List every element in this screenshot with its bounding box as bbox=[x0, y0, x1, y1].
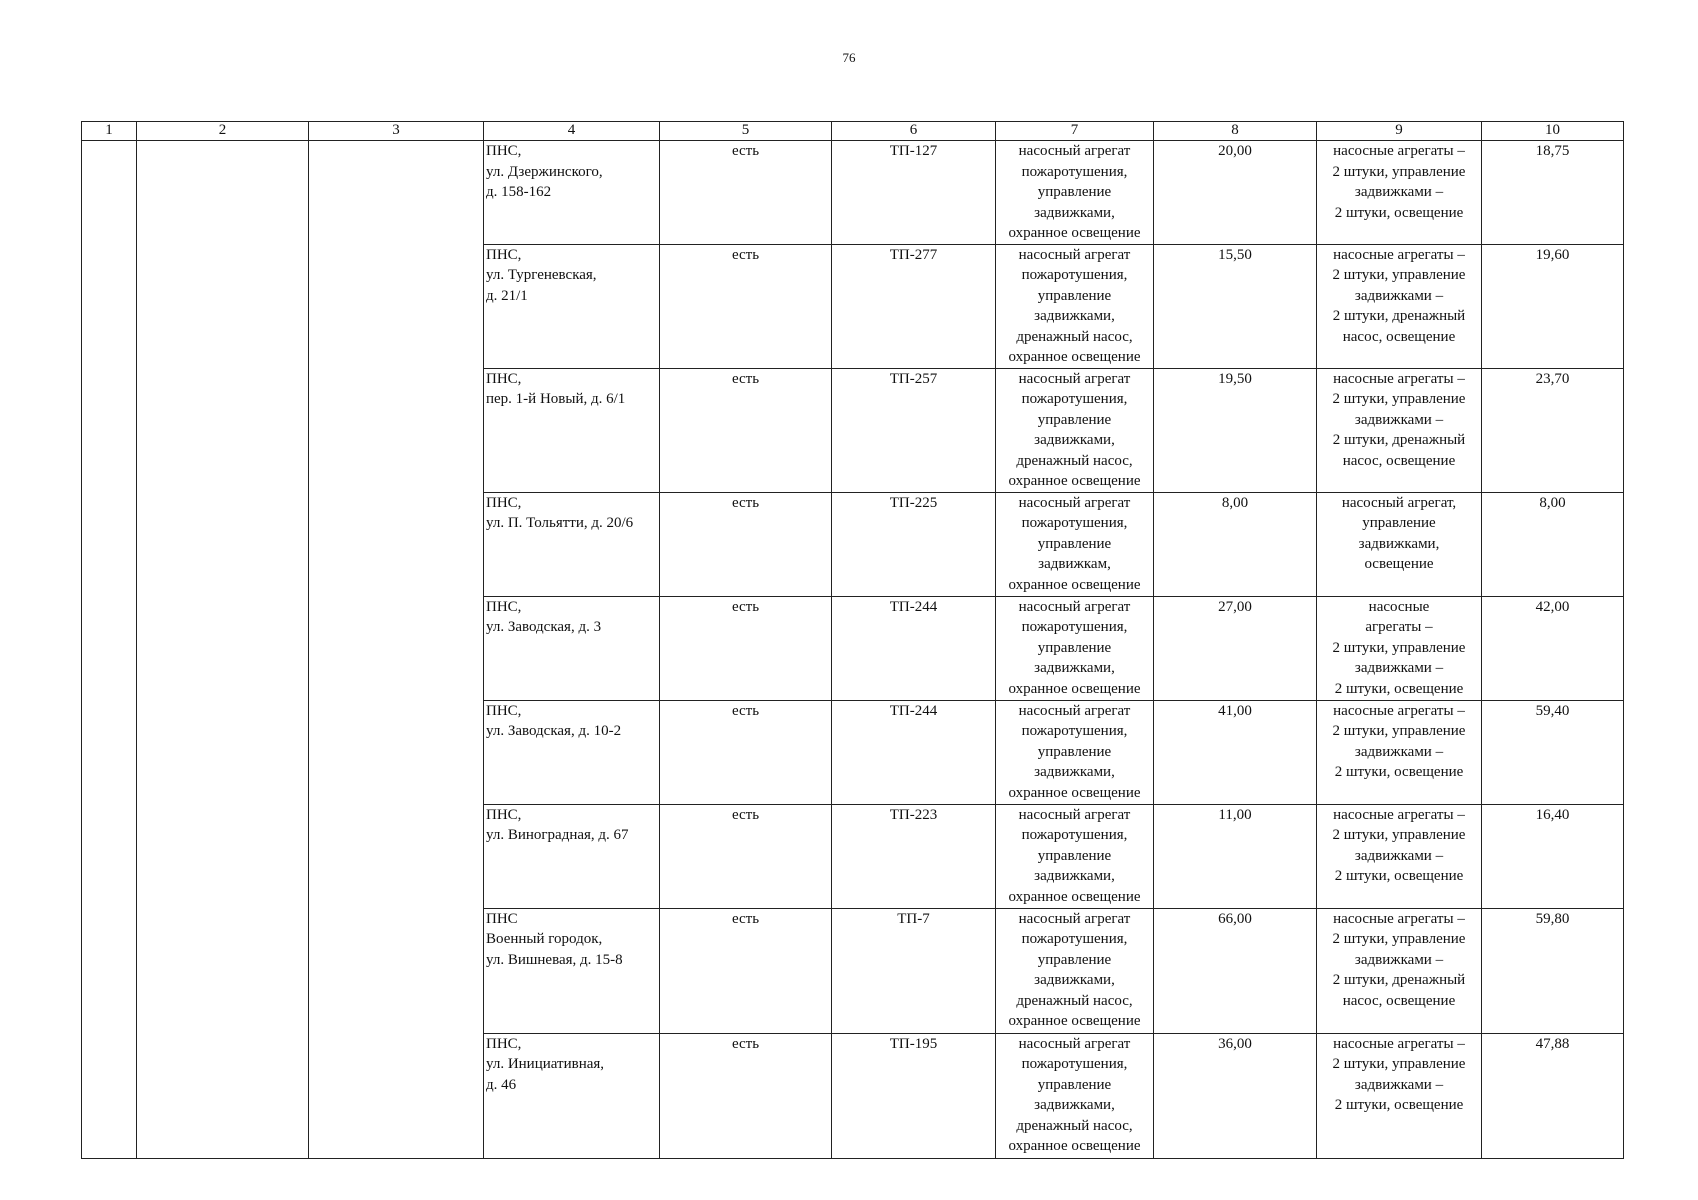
table-row bbox=[82, 141, 1624, 245]
equipment-cell bbox=[996, 908, 1154, 1033]
col-3-cell bbox=[309, 141, 484, 1159]
substation-cell: ТП-257 bbox=[832, 368, 996, 492]
power-b-cell: 19,60 bbox=[1482, 244, 1624, 368]
equipment-b-cell-line: насосные агрегаты – bbox=[1333, 370, 1465, 387]
equipment-cell-line: насосный агрегат bbox=[1018, 370, 1131, 387]
power-a-cell: 8,00 bbox=[1154, 492, 1317, 596]
equipment-cell bbox=[996, 700, 1154, 804]
equipment-b-cell-line: задвижками – bbox=[1354, 287, 1444, 304]
equipment-cell-line: охранное освещение bbox=[1008, 225, 1141, 241]
location-cell-line: ПНС, bbox=[486, 370, 522, 387]
equipment-cell-line: дренажный насос, bbox=[1016, 1117, 1133, 1134]
substation-cell: ТП-225 bbox=[832, 492, 996, 596]
location-cell bbox=[484, 492, 660, 596]
location-cell bbox=[484, 1033, 660, 1158]
location-cell-line: ул. Заводская, д. 10-2 bbox=[486, 723, 622, 739]
substation-cell: ТП-244 bbox=[832, 700, 996, 804]
equipment-cell-line: задвижками, bbox=[1034, 1097, 1115, 1113]
power-a-cell: 27,00 bbox=[1154, 596, 1317, 700]
equipment-b-cell-line: задвижками – bbox=[1354, 1076, 1444, 1093]
equipment-b-cell-line: 2 штуки, управление bbox=[1332, 163, 1466, 180]
equipment-cell-line: управление bbox=[1037, 411, 1112, 428]
equipment-cell-line: управление bbox=[1037, 847, 1112, 864]
equipment-b-cell-line: насосный агрегат, bbox=[1341, 494, 1457, 511]
equipment-cell-line: управление bbox=[1037, 1076, 1112, 1093]
availability-cell: есть bbox=[660, 700, 832, 804]
equipment-cell-line: задвижками, bbox=[1034, 204, 1115, 221]
equipment-cell-line: управление bbox=[1037, 184, 1112, 200]
equipment-b-cell-line: насосные агрегаты – bbox=[1333, 806, 1465, 823]
equipment-b-cell-line: задвижками – bbox=[1354, 411, 1444, 428]
location-cell-line: ПНС bbox=[486, 910, 518, 927]
equipment-b-cell-line: 2 штуки, управление bbox=[1332, 267, 1466, 283]
equipment-cell-line: управление bbox=[1037, 639, 1112, 656]
location-cell-line: ПНС, bbox=[486, 143, 522, 159]
power-b-cell: 47,88 bbox=[1482, 1033, 1624, 1158]
col-header-8: 8 bbox=[1154, 122, 1317, 141]
equipment-b-cell-line: насосные bbox=[1368, 598, 1430, 615]
equipment-b-cell-line: 2 штуки, управление bbox=[1332, 391, 1466, 407]
power-a-cell: 36,00 bbox=[1154, 1033, 1317, 1158]
availability-cell: есть bbox=[660, 596, 832, 700]
equipment-cell-line: пожаротушения, bbox=[1021, 515, 1128, 531]
substation-cell: ТП-223 bbox=[832, 804, 996, 908]
location-cell-line: ул. Дзержинского, bbox=[486, 163, 603, 180]
location-cell-line: ул. Заводская, д. 3 bbox=[486, 619, 602, 635]
equipment-cell-line: задвижками, bbox=[1034, 764, 1115, 780]
equipment-cell-line: насосный агрегат bbox=[1018, 806, 1131, 823]
location-cell bbox=[484, 368, 660, 492]
col-1-cell bbox=[82, 141, 137, 1159]
equipment-b-cell bbox=[1317, 804, 1482, 908]
col-header-6: 6 bbox=[832, 122, 996, 141]
equipment-cell-line: охранное освещение bbox=[1008, 888, 1141, 905]
equipment-cell-line: насосный агрегат bbox=[1018, 246, 1131, 263]
power-a-cell: 19,50 bbox=[1154, 368, 1317, 492]
location-cell bbox=[484, 700, 660, 804]
equipment-cell bbox=[996, 596, 1154, 700]
substation-cell: ТП-127 bbox=[832, 141, 996, 245]
equipment-cell-line: задвижкам, bbox=[1038, 556, 1111, 572]
availability-cell: есть bbox=[660, 804, 832, 908]
power-b-cell: 42,00 bbox=[1482, 596, 1624, 700]
location-cell-line: ПНС, bbox=[486, 702, 522, 719]
location-cell bbox=[484, 141, 660, 245]
equipment-cell-line: управление bbox=[1037, 951, 1112, 968]
substation-cell: ТП-7 bbox=[832, 908, 996, 1033]
equipment-cell-line: пожаротушения, bbox=[1021, 163, 1128, 180]
power-b-cell: 59,80 bbox=[1482, 908, 1624, 1033]
power-a-cell: 11,00 bbox=[1154, 804, 1317, 908]
equipment-b-cell bbox=[1317, 141, 1482, 245]
equipment-cell-line: пожаротушения, bbox=[1021, 723, 1128, 739]
power-b-cell: 18,75 bbox=[1482, 141, 1624, 245]
location-cell-line: ПНС, bbox=[486, 246, 522, 263]
equipment-b-cell-line: агрегаты – bbox=[1365, 619, 1433, 635]
equipment-cell-line: управление bbox=[1037, 535, 1112, 552]
availability-cell: есть bbox=[660, 141, 832, 245]
power-b-cell: 8,00 bbox=[1482, 492, 1624, 596]
equipment-b-cell-line: насос, освещение bbox=[1342, 328, 1456, 345]
col-header-9: 9 bbox=[1317, 122, 1482, 141]
equipment-cell-line: дренажный насос, bbox=[1016, 328, 1133, 345]
availability-cell: есть bbox=[660, 244, 832, 368]
equipment-cell bbox=[996, 244, 1154, 368]
equipment-cell-line: пожаротушения, bbox=[1021, 267, 1128, 283]
location-cell-line: ПНС, bbox=[486, 494, 522, 511]
equipment-cell-line: управление bbox=[1037, 743, 1112, 760]
equipment-b-cell-line: задвижками – bbox=[1354, 184, 1444, 200]
col-header-2: 2 bbox=[137, 122, 309, 141]
location-cell-line: ул. Виноградная, д. 67 bbox=[486, 827, 629, 843]
equipment-cell bbox=[996, 492, 1154, 596]
availability-cell: есть bbox=[660, 1033, 832, 1158]
substation-cell: ТП-244 bbox=[832, 596, 996, 700]
equipment-b-cell-line: насосные агрегаты – bbox=[1333, 143, 1465, 159]
equipment-b-cell-line: 2 штуки, управление bbox=[1332, 639, 1466, 656]
equipment-b-cell-line: 2 штуки, управление bbox=[1332, 931, 1466, 947]
equipment-cell-line: пожаротушения, bbox=[1021, 619, 1128, 635]
data-table bbox=[81, 121, 1624, 1159]
equipment-b-cell-line: 2 штуки, освещение bbox=[1334, 680, 1464, 697]
equipment-b-cell-line: 2 штуки, освещение bbox=[1334, 868, 1464, 884]
power-a-cell: 15,50 bbox=[1154, 244, 1317, 368]
equipment-cell bbox=[996, 804, 1154, 908]
col-header-1: 1 bbox=[82, 122, 137, 141]
col-header-4: 4 bbox=[484, 122, 660, 141]
equipment-b-cell-line: 2 штуки, освещение bbox=[1334, 764, 1464, 780]
equipment-b-cell-line: задвижками – bbox=[1354, 951, 1444, 968]
equipment-b-cell-line: 2 штуки, дренажный bbox=[1332, 432, 1466, 448]
equipment-cell-line: задвижками, bbox=[1034, 868, 1115, 884]
equipment-cell-line: насосный агрегат bbox=[1018, 702, 1131, 719]
equipment-cell-line: управление bbox=[1037, 287, 1112, 304]
equipment-cell bbox=[996, 141, 1154, 245]
location-cell-line: д. 158-162 bbox=[486, 184, 552, 200]
equipment-b-cell bbox=[1317, 596, 1482, 700]
equipment-b-cell bbox=[1317, 368, 1482, 492]
equipment-b-cell-line: насосные агрегаты – bbox=[1333, 910, 1465, 927]
substation-cell: ТП-277 bbox=[832, 244, 996, 368]
availability-cell: есть bbox=[660, 908, 832, 1033]
equipment-b-cell-line: управление bbox=[1362, 515, 1436, 531]
equipment-cell-line: охранное освещение bbox=[1008, 1013, 1141, 1029]
equipment-b-cell-line: 2 штуки, дренажный bbox=[1332, 972, 1466, 988]
location-cell-line: Военный городок, bbox=[486, 931, 603, 947]
equipment-cell-line: насосный агрегат bbox=[1018, 598, 1131, 615]
equipment-cell-line: задвижками, bbox=[1034, 972, 1115, 988]
equipment-cell-line: охранное освещение bbox=[1008, 1138, 1141, 1154]
location-cell-line: ПНС, bbox=[486, 806, 522, 823]
location-cell-line: ул. П. Тольятти, д. 20/6 bbox=[486, 515, 634, 531]
col-header-7: 7 bbox=[996, 122, 1154, 141]
location-cell bbox=[484, 804, 660, 908]
availability-cell: есть bbox=[660, 368, 832, 492]
equipment-cell-line: охранное освещение bbox=[1008, 576, 1141, 593]
equipment-b-cell-line: насосные агрегаты – bbox=[1333, 1035, 1465, 1052]
location-cell-line: ул. Тургеневская, bbox=[486, 267, 597, 283]
equipment-cell-line: пожаротушения, bbox=[1021, 1056, 1128, 1072]
substation-cell: ТП-195 bbox=[832, 1033, 996, 1158]
equipment-b-cell-line: освещение bbox=[1364, 556, 1434, 572]
header-row bbox=[82, 122, 1624, 141]
equipment-b-cell-line: 2 штуки, освещение bbox=[1334, 1097, 1464, 1113]
location-cell-line: ул. Инициативная, bbox=[486, 1056, 605, 1072]
equipment-b-cell bbox=[1317, 492, 1482, 596]
location-cell-line: ПНС, bbox=[486, 1035, 522, 1052]
power-a-cell: 66,00 bbox=[1154, 908, 1317, 1033]
equipment-cell-line: охранное освещение bbox=[1008, 680, 1141, 697]
equipment-cell-line: насосный агрегат bbox=[1018, 910, 1131, 927]
col-header-3: 3 bbox=[309, 122, 484, 141]
equipment-b-cell bbox=[1317, 244, 1482, 368]
power-a-cell: 41,00 bbox=[1154, 700, 1317, 804]
equipment-cell bbox=[996, 368, 1154, 492]
equipment-b-cell bbox=[1317, 1033, 1482, 1158]
equipment-cell-line: пожаротушения, bbox=[1021, 931, 1128, 947]
equipment-cell-line: насосный агрегат bbox=[1018, 143, 1131, 159]
power-b-cell: 16,40 bbox=[1482, 804, 1624, 908]
equipment-b-cell-line: 2 штуки, дренажный bbox=[1332, 308, 1466, 324]
location-cell bbox=[484, 596, 660, 700]
equipment-b-cell-line: задвижками – bbox=[1354, 743, 1444, 760]
location-cell bbox=[484, 908, 660, 1033]
equipment-b-cell-line: насосные агрегаты – bbox=[1333, 702, 1465, 719]
equipment-b-cell-line: задвижками – bbox=[1354, 660, 1444, 676]
power-a-cell: 20,00 bbox=[1154, 141, 1317, 245]
equipment-b-cell-line: 2 штуки, управление bbox=[1332, 827, 1466, 843]
equipment-b-cell-line: 2 штуки, управление bbox=[1332, 1056, 1466, 1072]
equipment-b-cell-line: задвижками – bbox=[1354, 847, 1444, 864]
equipment-cell-line: пожаротушения, bbox=[1021, 391, 1128, 407]
equipment-cell-line: дренажный насос, bbox=[1016, 992, 1133, 1009]
col-header-10: 10 bbox=[1482, 122, 1624, 141]
equipment-cell bbox=[996, 1033, 1154, 1158]
location-cell-line: д. 46 bbox=[486, 1076, 517, 1093]
equipment-cell-line: насосный агрегат bbox=[1018, 1035, 1131, 1052]
equipment-cell-line: охранное освещение bbox=[1008, 349, 1141, 365]
equipment-b-cell bbox=[1317, 700, 1482, 804]
col-2-cell bbox=[137, 141, 309, 1159]
equipment-cell-line: пожаротушения, bbox=[1021, 827, 1128, 843]
equipment-cell-line: задвижками, bbox=[1034, 432, 1115, 448]
table-body bbox=[82, 141, 1624, 1159]
equipment-b-cell-line: 2 штуки, освещение bbox=[1334, 204, 1464, 221]
equipment-b-cell-line: 2 штуки, управление bbox=[1332, 723, 1466, 739]
equipment-b-cell-line: насосные агрегаты – bbox=[1333, 246, 1465, 263]
equipment-b-cell bbox=[1317, 908, 1482, 1033]
equipment-b-cell-line: задвижками, bbox=[1358, 535, 1440, 552]
col-header-5: 5 bbox=[660, 122, 832, 141]
equipment-cell-line: насосный агрегат bbox=[1018, 494, 1131, 511]
equipment-cell-line: охранное освещение bbox=[1008, 473, 1141, 489]
equipment-b-cell-line: насос, освещение bbox=[1342, 992, 1456, 1009]
location-cell-line: д. 21/1 bbox=[486, 287, 528, 304]
equipment-cell-line: охранное освещение bbox=[1008, 784, 1141, 801]
location-cell-line: пер. 1-й Новый, д. 6/1 bbox=[486, 391, 626, 407]
location-cell-line: ПНС, bbox=[486, 598, 522, 615]
power-b-cell: 59,40 bbox=[1482, 700, 1624, 804]
equipment-cell-line: задвижками, bbox=[1034, 660, 1115, 676]
power-b-cell: 23,70 bbox=[1482, 368, 1624, 492]
availability-cell: есть bbox=[660, 492, 832, 596]
location-cell-line: ул. Вишневая, д. 15-8 bbox=[486, 951, 623, 968]
equipment-cell-line: задвижками, bbox=[1034, 308, 1115, 324]
equipment-cell-line: дренажный насос, bbox=[1016, 452, 1133, 469]
equipment-b-cell-line: насос, освещение bbox=[1342, 452, 1456, 469]
page-number: 76 bbox=[842, 50, 856, 65]
location-cell bbox=[484, 244, 660, 368]
